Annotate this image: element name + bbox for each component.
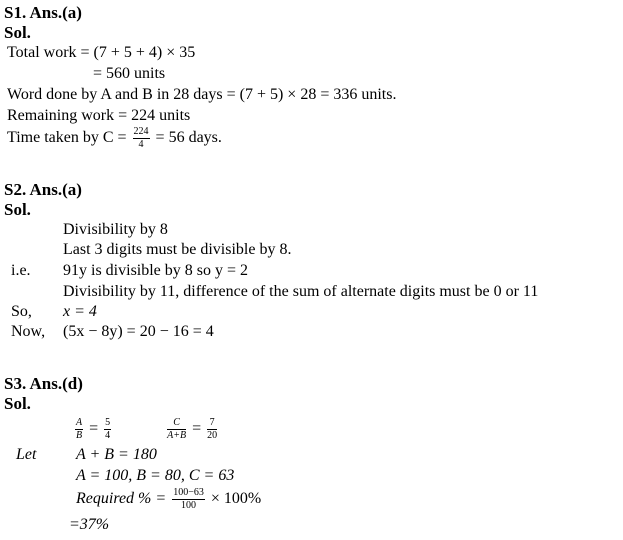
s3-sol-label: Sol. [4,394,31,413]
s3-fraction-7-20 [207,418,217,441]
s3-equals-1: = [89,420,99,437]
s3-equals-2: = [192,420,202,437]
s3-frac-c: C [167,418,186,430]
s3-frac-b: B [76,429,83,441]
s3-frac-5: 5 [105,416,111,428]
s3-frac-20: 20 [207,429,218,441]
s2-line-div11: Divisibility by 11, difference of the sum of alternate digits must be 0 or 11 [63,283,539,300]
s1-heading: S1. Ans.(a) [4,3,82,22]
s1-fraction-denominator: 4 [138,138,144,150]
s2-so-label: So, [11,303,32,320]
s1-line-units: = 560 units [93,65,166,82]
s2-line-result: (5x − 8y) = 20 − 16 = 4 [63,323,214,340]
s1-line-total-work: Total work = (7 + 5 + 4) × 35 [7,44,196,61]
s3-let-label: Let [16,446,37,463]
s3-required-multiplier: × 100% [210,490,262,507]
s2-ie-label: i.e. [11,262,31,279]
s3-line-values: A = 100, B = 80, C = 63 [76,467,235,484]
s2-now-label: Now, [11,323,46,340]
s3-line-required [76,484,261,514]
s1-time-result: = 56 days. [155,129,222,146]
s1-line-time-taken [7,125,222,151]
s3-required-fraction [172,488,205,511]
s3-required-numerator: 100−63 [173,486,204,498]
s3-frac-a-plus-b: A+B [167,429,187,441]
s2-sol-label: Sol. [4,200,31,219]
s3-ratio-line [73,414,219,444]
s1-sol-label: Sol. [4,23,31,42]
s3-required-text: Required % = [76,490,167,507]
s1-line-remaining: Remaining work = 224 units [7,107,191,124]
s2-line-x: x = 4 [63,303,97,320]
s3-required-denominator: 100 [181,499,196,511]
s3-answer: =37% [69,516,110,533]
s2-line-91y: 91y is divisible by 8 so y = 2 [63,262,249,279]
s1-line-work-done: Word done by A and B in 28 days = (7 + 5) × 28 = 336 units. [7,86,397,103]
s2-line-last3: Last 3 digits must be divisible by 8. [63,241,292,258]
s1-time-fraction [133,127,150,150]
s3-frac-7: 7 [207,418,217,430]
s1-time-text: Time taken by C = [7,129,127,146]
s2-line-div8: Divisibility by 8 [63,221,168,238]
s3-fraction-a-b [75,418,83,441]
s3-heading: S3. Ans.(d) [4,374,83,393]
s3-fraction-c-ab [167,418,186,441]
s2-heading: S2. Ans.(a) [4,180,82,199]
s3-frac-a: A [76,416,83,428]
s1-fraction-numerator: 224 [133,125,149,137]
s3-fraction-5-4 [104,418,111,441]
s3-frac-4: 4 [105,429,111,441]
s3-line-sum: A + B = 180 [76,446,157,463]
